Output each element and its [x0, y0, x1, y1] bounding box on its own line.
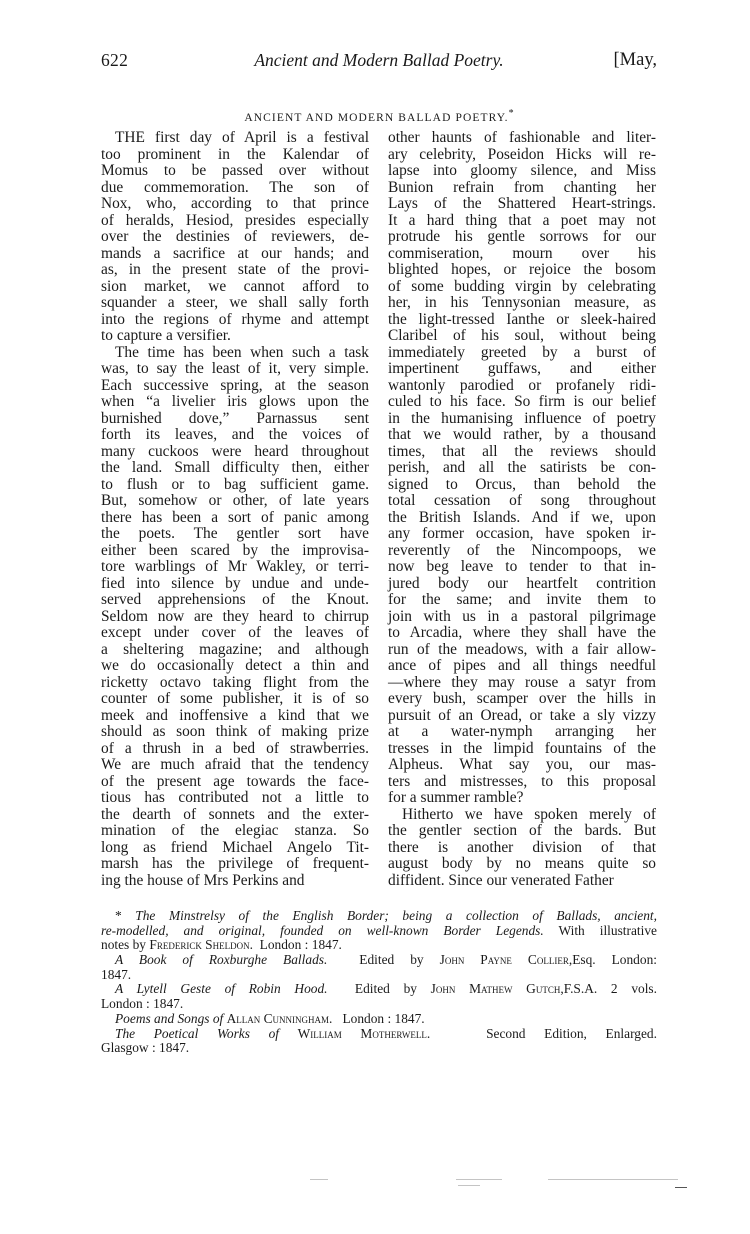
text-line: THE first day of April is a festival	[115, 129, 369, 146]
text-line: should as soon think of making prize	[101, 723, 369, 740]
text-line: blighted hopes, or rejoice the bosom	[388, 261, 656, 278]
footnote-2-editor: John Payne Collier,	[439, 952, 573, 968]
text-line: commiseration, mourn over his	[388, 244, 656, 262]
text-line: the light-tressed Ianthe or sleek-haired	[388, 310, 656, 328]
text-line: immediately greeted by a burst of	[388, 343, 656, 361]
text-line: lapse into gloomy silence, and Miss	[388, 162, 656, 179]
footnotes	[101, 909, 657, 1056]
running-month: [May,	[613, 50, 657, 70]
footnote-3-editor: John Mathew Gutch,	[430, 981, 564, 997]
text-line: to flush or to bag sufficient game.	[101, 475, 369, 493]
footnote-5-title: The Poetical Works of	[115, 1025, 280, 1041]
text-line: Nox, who, according to that prince	[101, 195, 369, 212]
footnote-4-line-1: Poems and Songs of Allan Cunningham. London : 1847.	[115, 1010, 425, 1026]
text-line: culed to his face. So firm is our belief	[388, 393, 656, 410]
text-line: tore warblings of Mr Wakley, or terri-	[101, 558, 369, 575]
text-line: when “a livelier iris glows upon the	[101, 393, 369, 410]
text-line: Alpheus. What say you, our mas-	[388, 756, 656, 773]
text-line: too prominent in the Kalendar of	[101, 145, 369, 163]
text-line: the land. Small difficulty then, either	[101, 459, 369, 476]
text-line: impertinent guffaws, and either	[388, 360, 656, 377]
text-line: protrude his gentle sorrows for our	[388, 228, 656, 245]
text-line: But, somehow or other, of late years	[101, 492, 369, 509]
footnote-marker: *	[508, 108, 514, 119]
text-line: served apprehensions of the Knout.	[101, 591, 369, 608]
text-line: meek and inoffensive a kind that we	[101, 706, 369, 724]
text-line: many cuckoos were heard throughout	[101, 442, 369, 460]
footnote-5-line-2: Glasgow : 1847.	[101, 1040, 190, 1056]
text-line: of the present age towards the face-	[101, 772, 369, 790]
text-line: a sheltering magazine; and although	[101, 640, 369, 658]
text-line: diffident. Since our venerated Father	[388, 871, 614, 889]
text-line: ary celebrity, Poseidon Hicks will re-	[388, 145, 656, 163]
text-line: either been scared by the improvisa-	[101, 541, 369, 559]
scan-mark	[548, 1179, 678, 1180]
running-title: Ancient and Modern Ballad Poetry.	[254, 50, 504, 70]
running-head	[101, 50, 657, 72]
text-line: ters and mistresses, to this proposal	[388, 772, 656, 790]
text-line: wantonly parodied or profanely ridi-	[388, 376, 656, 394]
text-line: tresses in the limpid fountains of the	[388, 739, 656, 757]
footnote-4-title: Poems and Songs of	[115, 1010, 224, 1026]
text-line: due commemoration. The son of	[101, 178, 369, 196]
text-line: Momus to be passed over without	[101, 162, 369, 179]
text-line: squander a steer, we shall sally forth	[101, 294, 369, 311]
footnote-2-line-2: 1847.	[101, 966, 132, 982]
text-line: her, in his Tennysonian measure, as	[388, 294, 656, 311]
text-line: ing the house of Mrs Perkins and	[101, 871, 305, 889]
scan-mark	[310, 1179, 328, 1180]
footnote-1-line-1: * The Minstrelsy of the English Border; being a collection of Ballads, ancient,	[115, 908, 657, 923]
footnote-1-author: Frederick Sheldon.	[149, 937, 253, 953]
text-line: now beg leave to tender to that in-	[388, 558, 656, 575]
text-line: at a water-nymph arranging her	[388, 723, 656, 740]
text-line: into the regions of rhyme and attempt	[101, 310, 369, 328]
text-line: to capture a versifier.	[101, 327, 231, 344]
text-line: as, in the present state of the provi-	[101, 261, 369, 278]
opening-word: THE	[115, 129, 145, 146]
text-line: to Arcadia, where they shall have the	[388, 624, 656, 641]
text-line: burnished dove,” Parnassus sent	[101, 409, 369, 427]
text-line: Lays of the Shattered Heart-strings.	[388, 195, 656, 212]
text-line: mands a sacrifice at our hands; and	[101, 244, 369, 262]
text-line: mination of the elegiac stanza. So	[101, 822, 369, 839]
left-column	[101, 130, 369, 889]
text-line: for a summer ramble?	[388, 789, 524, 806]
text-line: tious has contributed not a little to	[101, 789, 369, 806]
text-line: fied into silence by undue and unde-	[101, 574, 369, 592]
text-line: marsh has the privilege of frequent-	[101, 855, 369, 872]
text-line: we do occasionally detect a thin and	[101, 657, 369, 674]
text-line: sion market, we cannot afford to	[101, 277, 369, 295]
scan-mark	[458, 1185, 480, 1186]
text-line: times, that all the reviews should	[388, 442, 656, 460]
text-line: It a hard thing that a poet may not	[388, 211, 656, 229]
text-line: that we would rather, by a thousand	[388, 426, 656, 443]
text-line: counter of some publisher, it is of so	[101, 690, 369, 707]
text-line: Bunion refrain from chanting her	[388, 178, 656, 196]
text-line: other haunts of fashionable and liter-	[388, 129, 656, 146]
text-line: signed to Orcus, than behold the	[388, 475, 656, 493]
text-line: of some budding virgin by celebrating	[388, 277, 656, 295]
text-line: ance of pipes and all things needful	[388, 657, 656, 674]
text-line: We are much afraid that the tendency	[101, 756, 369, 773]
footnote-5-line-1: The Poetical Works of William Motherwell. Second Edition, Enlarged.	[115, 1025, 657, 1041]
footnote-5-author: William Motherwell.	[297, 1025, 431, 1041]
text-line: there has been a sort of panic among	[101, 508, 369, 526]
text-line: Each successive spring, at the season	[101, 376, 369, 394]
text-line: august body by no means quite so	[388, 855, 656, 872]
text-line: of a thrush in a bed of strawberries.	[101, 739, 369, 757]
text-line: for the same; and invite them to	[388, 591, 656, 608]
text-line: except under cover of the leaves of	[101, 624, 369, 641]
text-line: of heralds, Hesiod, presides especially	[101, 211, 369, 229]
text-line: pursuit of an Oread, or take a sly vizzy	[388, 706, 656, 724]
text-line: the British Islands. And if we, upon	[388, 508, 656, 526]
scan-artifacts	[300, 1174, 680, 1186]
footnote-4-author: Allan Cunningham.	[226, 1010, 333, 1026]
text-line: Hitherto we have spoken merely of	[402, 805, 656, 823]
text-line: any former occasion, have spoken ir-	[388, 525, 656, 542]
text-line: the gentler section of the bards. But	[388, 822, 656, 839]
text-line: join with us in a pastoral pilgrimage	[388, 607, 656, 625]
text-line: long as friend Michael Angelo Tit-	[101, 838, 369, 856]
footnote-2-line-1: A Book of Roxburghe Ballads. Edited by John Payne Collier,Esq. London:	[115, 952, 657, 968]
page-number: 622	[101, 50, 129, 70]
text-line: ricketty octavo taking flight from the	[101, 673, 369, 691]
text-line: there is another division of that	[388, 838, 656, 856]
text-line: was, to say the least of it, very simple.	[101, 360, 369, 377]
scan-mark	[675, 1187, 687, 1188]
footnote-1-line-3: notes by Frederick Sheldon. London : 1847.	[101, 937, 342, 953]
text-line: The time has been when such a task	[115, 343, 369, 361]
footnote-2-title: A Book of Roxburghe Ballads.	[115, 952, 328, 968]
text-line: forth its leaves, and the voices of	[101, 426, 369, 443]
footnote-1-title: The Minstrelsy of the English Border; being a collection of Ballads, ancient,	[135, 908, 657, 923]
article-title-text: ANCIENT AND MODERN BALLAD POETRY.	[244, 111, 509, 124]
text-line: reverently of the Nincompoops, we	[388, 541, 656, 559]
text-line: run of the meadows, with a fair allow-	[388, 640, 656, 658]
text-line: the poets. The gentler sort have	[101, 525, 369, 542]
text-line: Seldom now are they heard to chirrup	[101, 607, 369, 625]
text-line: —where they may rouse a satyr from	[388, 673, 656, 691]
footnote-3-title: A Lytell Geste of Robin Hood.	[115, 981, 328, 997]
footnote-3-line-2: London : 1847.	[101, 996, 184, 1012]
footnote-3-line-1: A Lytell Geste of Robin Hood. Edited by John Mathew Gutch,F.S.A. 2 vols.	[115, 981, 657, 997]
text-line: total cessation of song throughout	[388, 492, 656, 509]
text-line: Claribel of his soul, without being	[388, 327, 656, 344]
article-title	[101, 108, 657, 124]
text-line: jured body our heartfelt contrition	[388, 574, 656, 592]
text-line: perish, and all the satirists be con-	[388, 459, 656, 476]
footnote-1-line-2: re-modelled, and original, founded on well-known Border Legends. With illustrative	[101, 922, 657, 938]
text-line: in the humanising influence of poetry	[388, 409, 656, 427]
text-line: every bush, scamper over the hills in	[388, 690, 656, 707]
scan-mark	[456, 1179, 502, 1180]
text-line: the dearth of sonnets and the exter-	[101, 805, 369, 823]
right-column	[388, 130, 656, 889]
text-line: over the destinies of reviewers, de-	[101, 228, 369, 245]
